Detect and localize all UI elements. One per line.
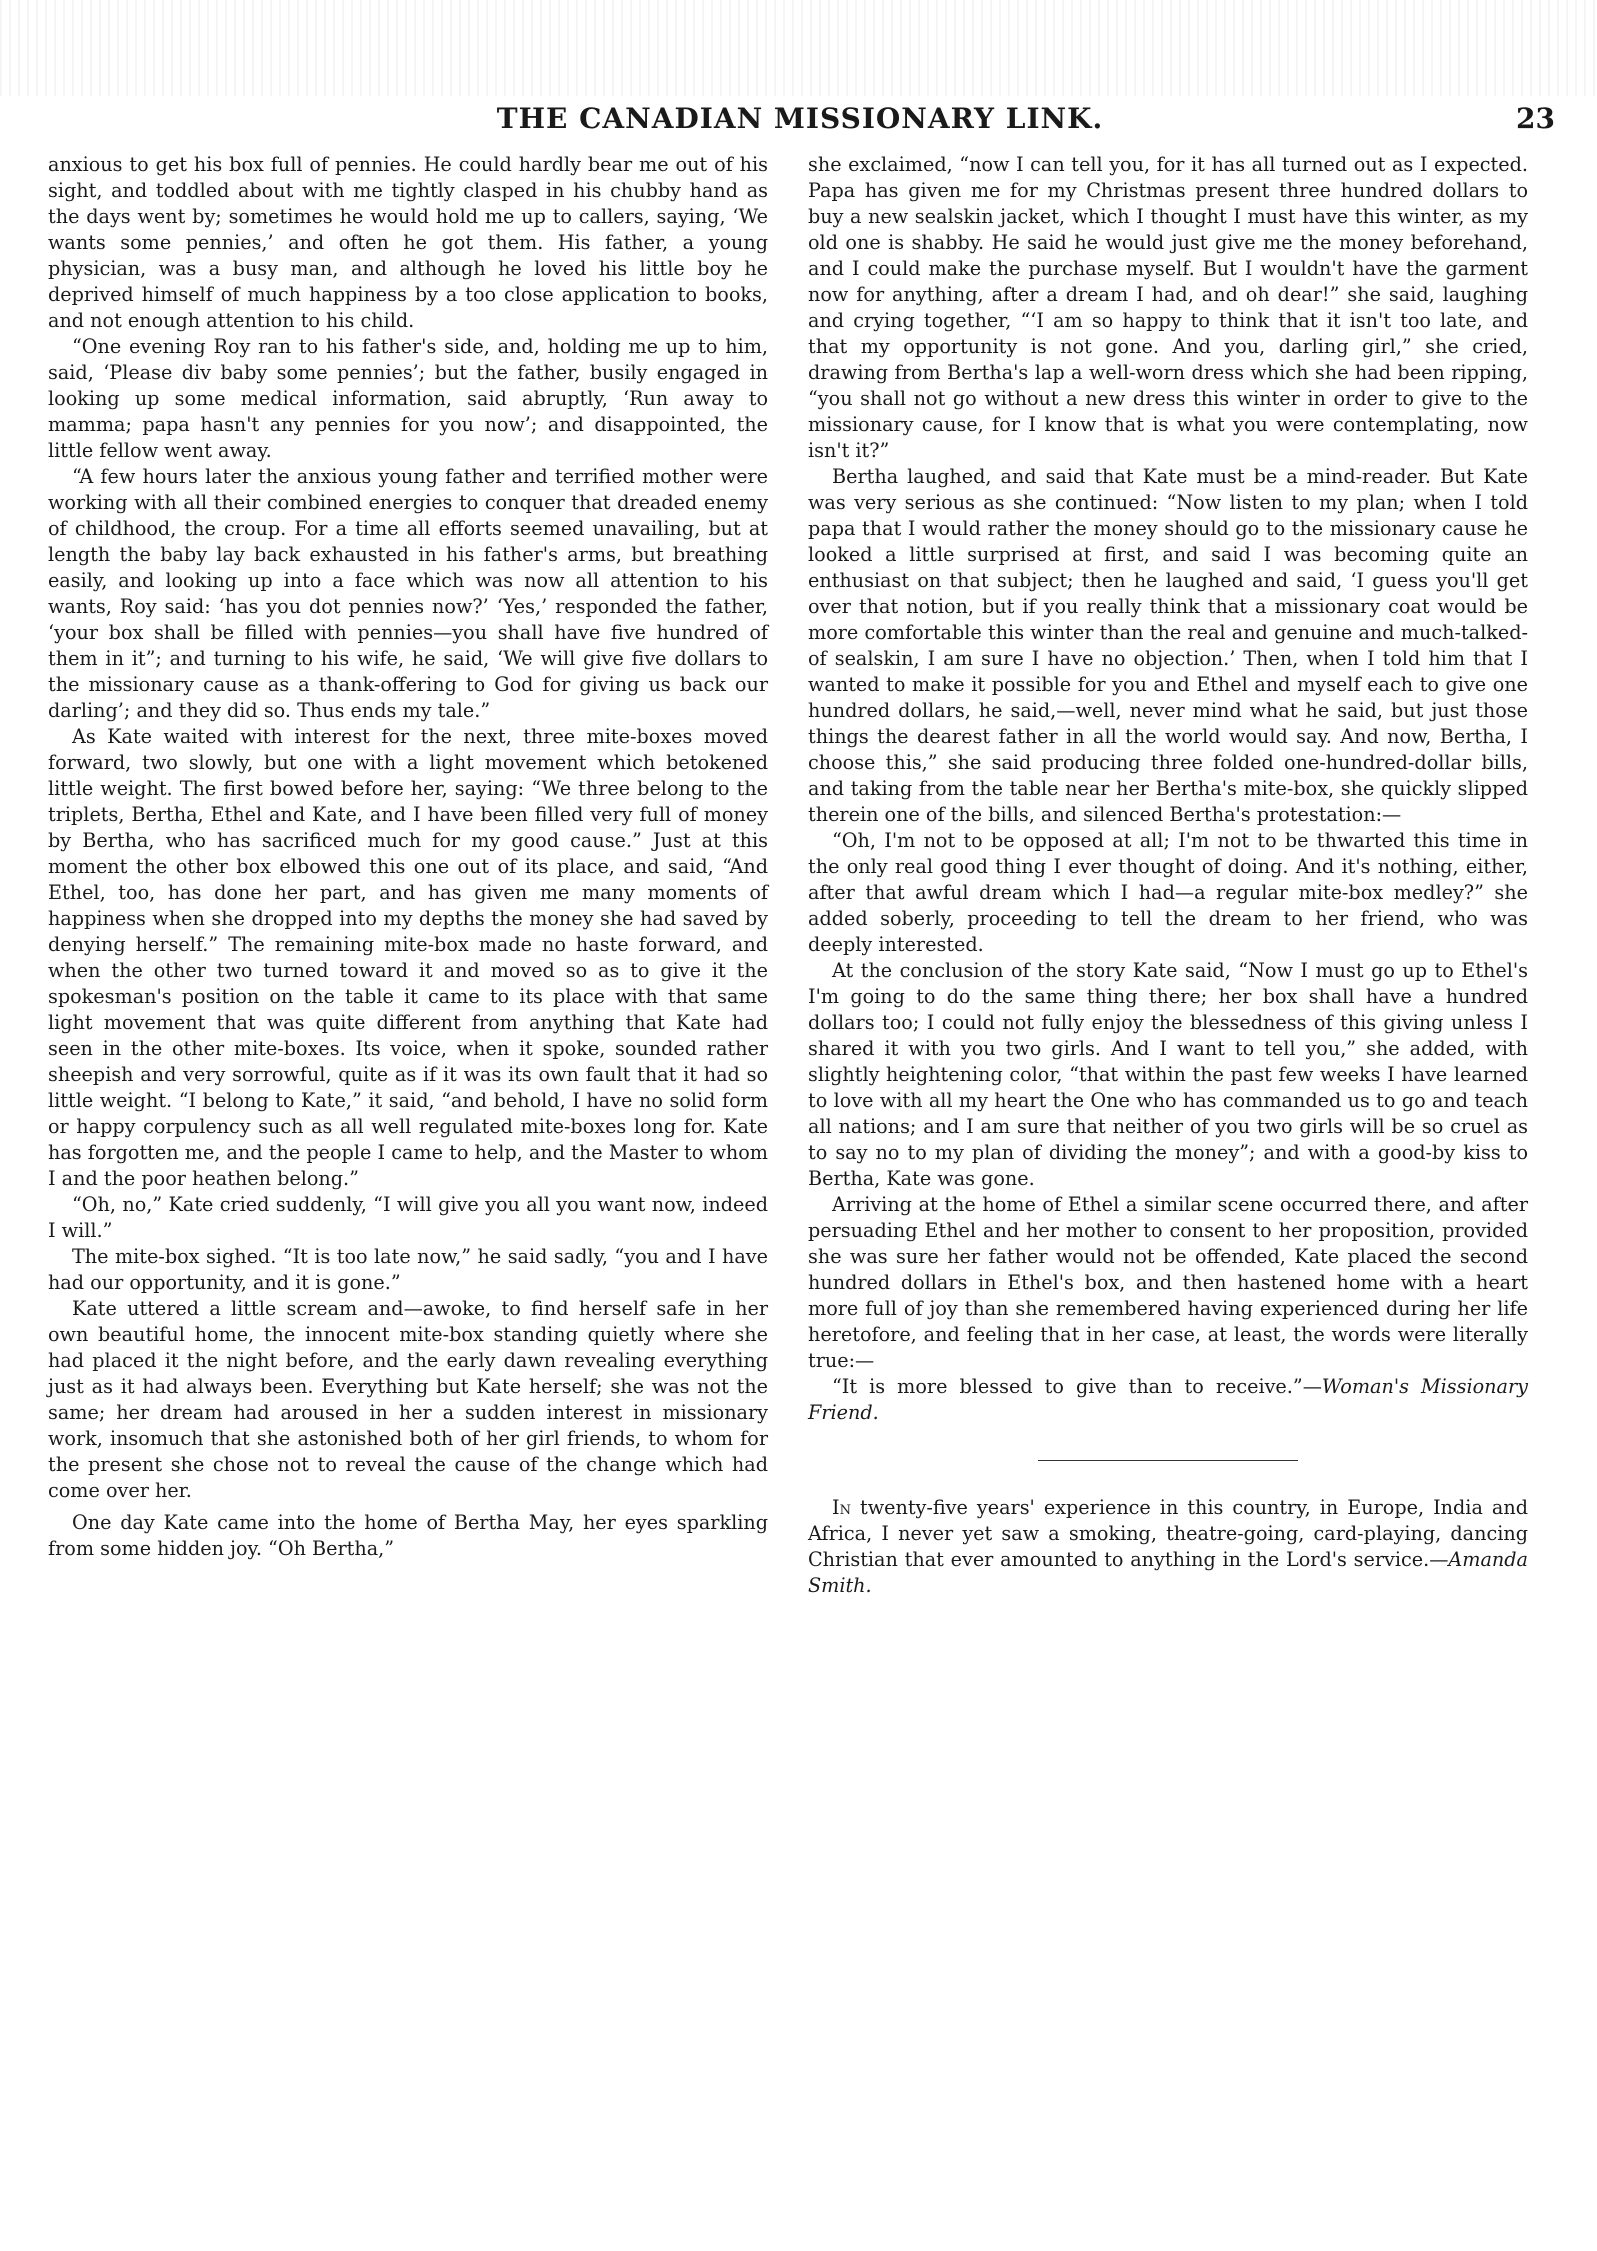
quote-source: Amanda Smith. <box>808 1548 1528 1597</box>
paragraph: Kate uttered a little scream and—awoke, to find herself safe in her own beautiful home, the innocent mite-box standing quietly where she had placed it the night before, and the early dawn revealing everything just as it had always been. Everything but Kate herself; she was not the same; her dream had aroused in her a sudden interest in missionary work, insomuch that she astonished both of her girl friends, to whom for the present she chose not to reveal the cause of the change which had come over her. <box>48 1297 768 1502</box>
paragraph: “Oh, I'm not to be opposed at all; I'm not to be thwarted this time in the only real good thing I ever thought of doing. And it's nothing, either, after that awful dream which I had—a regular mite-box medley?” she added soberly, proceeding to tell the dream to her friend, who was deeply interested. <box>808 829 1528 956</box>
paragraph: As Kate waited with interest for the next, three mite-boxes moved forward, two slowly, but one with a light movement which betokened little weight. The first bowed before her, saying: “We three belong to the triplets, Bertha, Ethel and Kate, and I have been filled very full of money by Bertha, who has sacrificed much for my good cause.” Just at this moment the other box elbowed this one out of its place, and said, “And Ethel, too, has done her part, and has given me many moments of happiness when she dropped into my depths the money she had saved by denying herself.” The remaining mite-box made no haste forward, and when the other two turned toward it and moved so as to give it the spokesman's position on the table it came to its place with that same light movement that was quite different from anything that Kate had seen in the other mite-boxes. Its voice, when it spoke, sounded rather sheepish and very sorrowful, quite as if it was its own fault that it had so little weight. “I belong to Kate,” it said, “and behold, I have no solid form or happy corpulency such as all well regulated mite-boxes long for. Kate has forgotten me, and the people I came to help, and the Master to whom I and the poor heathen belong.” <box>48 725 768 1190</box>
paragraph: At the conclusion of the story Kate said, “Now I must go up to Ethel's I'm going to do the same thing there; her box shall have a hundred dollars too; I could not fully enjoy the blessedness of this giving unless I shared it with you two girls. And I want to tell you,” she added, with slightly heightening color, “that within the past few weeks I have learned to love with all my heart the One who has commanded us to go and teach all nations; and I am sure that neither of you two girls will be so cruel as to say no to my plan of dividing the money”; and with a good-by kiss to Bertha, Kate was gone. <box>808 959 1528 1190</box>
paragraph: One day Kate came into the home of Bertha May, her eyes sparkling from some hidden joy. “Oh Bertha,” <box>48 1511 768 1560</box>
page-header <box>0 102 1597 144</box>
closing-quote <box>808 1374 1528 1426</box>
paragraph: “A few hours later the anxious young father and terrified mother were working with all their combined energies to conquer that dreaded enemy of childhood, the croup. For a time all efforts seemed unavailing, but at length the baby lay back exhausted in his father's arms, but breathing easily, and looking up into a face which was now all attention to his wants, Roy said: ‘has you dot pennies now?’ ‘Yes,’ responded the father, ‘your box shall be filled with pennies—you shall have five hundred of them in it”; and turning to his wife, he said, ‘We will give five dollars to the missionary cause as a thank-offering to God for giving us back our darling’; and they did so. Thus ends my tale.” <box>48 465 768 722</box>
masthead-title: THE CANADIAN MISSIONARY LINK. <box>496 102 1104 135</box>
right-column <box>808 152 1528 1599</box>
scan-noise-band <box>0 0 1597 96</box>
paragraph <box>808 1495 1528 1599</box>
quote-source: Woman's Missionary Friend. <box>808 1375 1528 1424</box>
lead-word: In <box>832 1496 851 1519</box>
page-number: 23 <box>1516 102 1555 135</box>
section-divider <box>1038 1460 1298 1461</box>
left-column <box>48 152 768 1562</box>
quote-text: “It is more blessed to give than to receive.”— <box>832 1375 1322 1398</box>
paragraph: Arriving at the home of Ethel a similar scene occurred there, and after persuading Ethel and her mother to consent to her proposition, provided she was sure her father would not be offended, Kate placed the second hundred dollars in Ethel's box, and then hastened home with a heart more full of joy than she remembered having experienced during her life heretofore, and feeling that in her case, at least, the words were literally true:— <box>808 1193 1528 1372</box>
paragraph: The mite-box sighed. “It is too late now,” he said sadly, “you and I have had our opportunity, and it is gone.” <box>48 1245 768 1294</box>
paragraph: Bertha laughed, and said that Kate must be a mind-reader. But Kate was very serious as she continued: “Now listen to my plan; when I told papa that I would rather the money should go to the missionary cause he looked a little surprised at first, and said I was becoming quite an enthusiast on that subject; then he laughed and said, ‘I guess you'll get over that notion, but if you really think that a missionary coat would be more comfortable this winter than the real and genuine and much-talked-of sealskin, I am sure I have no objection.’ Then, when I told him that I wanted to make it possible for you and Ethel and myself each to give one hundred dollars, he said,—well, never mind what he said, but just those things the dearest father in all the world would say. And now, Bertha, I choose this,” she said producing three folded one-hundred-dollar bills, and taking from the table near her Bertha's mite-box, she quickly slipped therein one of the bills, and silenced Bertha's protestation:— <box>808 465 1528 826</box>
paragraph: anxious to get his box full of pennies. He could hardly bear me out of his sight, and toddled about with me tightly clasped in his chubby hand as the days went by; sometimes he would hold me up to callers, saying, ‘We wants some pennies,’ and often he got them. His father, a young physician, was a busy man, and although he loved his little boy he deprived himself of much happiness by a too close application to books, and not enough attention to his child. <box>48 153 768 332</box>
paragraph-body: twenty-five years' experience in this country, in Europe, India and Africa, I never yet saw a smoking, theatre-going, card-playing, dancing Christian that ever amounted to anything in the Lord's service.— <box>808 1496 1528 1571</box>
paragraph: she exclaimed, “now I can tell you, for it has all turned out as I expected. Papa has given me for my Christmas present three hundred dollars to buy a new sealskin jacket, which I thought I must have this winter, as my old one is shabby. He said he would just give me the money beforehand, and I could make the purchase myself. But I wouldn't have the garment now for anything, after a dream I had, and oh dear!” she said, laughing and crying together, “‘I am so happy to think that it isn't too late, and that my opportunity is not gone. And you, darling girl,” she cried, drawing from Bertha's lap a well-worn dress which she had been ripping, “you shall not go without a new dress this winter in order to give to the missionary cause, for I know that is what you were contemplating, now isn't it?” <box>808 153 1528 462</box>
paragraph: “Oh, no,” Kate cried suddenly, “I will give you all you want now, indeed I will.” <box>48 1193 768 1242</box>
paragraph: “One evening Roy ran to his father's side, and, holding me up to him, said, ‘Please div baby some pennies’; but the father, busily engaged in looking up some medical information, said abruptly, ‘Run away to mamma; papa hasn't any pennies for you now’; and disappointed, the little fellow went away. <box>48 335 768 462</box>
